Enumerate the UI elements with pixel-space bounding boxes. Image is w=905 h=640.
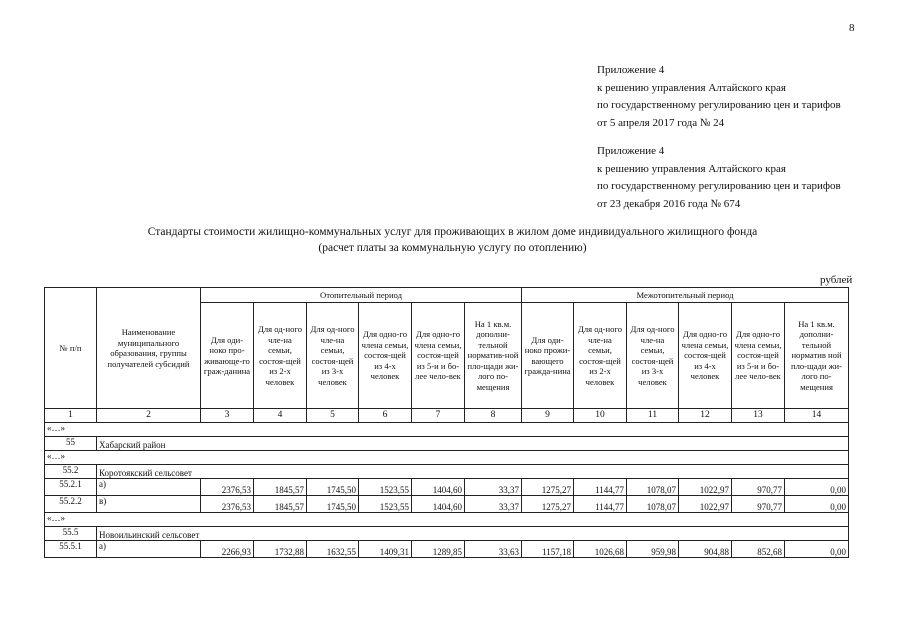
settlement-row bbox=[45, 465, 849, 479]
header-group-row bbox=[45, 288, 849, 303]
value-cell: 1845,57 bbox=[254, 496, 307, 513]
header-heating-per-sqm: На 1 кв.м. дополни-тельной норматив-ной пло-щади жи-лого по-мещения bbox=[465, 303, 522, 409]
value-cell: 1026,68 bbox=[574, 541, 627, 558]
value-cell: 970,77 bbox=[732, 479, 785, 496]
value-cell: 1078,07 bbox=[627, 479, 679, 496]
document-title bbox=[0, 224, 905, 256]
tariff-table bbox=[44, 287, 849, 558]
title-line-1: Стандарты стоимости жилищно-коммунальных услуг для проживающих в жилом доме индивидуального жилищного фонда bbox=[147, 226, 758, 238]
value-cell: 1745,50 bbox=[307, 496, 359, 513]
row-code: 55.2.1 bbox=[45, 479, 97, 496]
approval-stamp-2017 bbox=[597, 62, 897, 132]
district-name: Хабарский район bbox=[97, 437, 849, 451]
stamp-line: от 5 апреля 2017 года № 24 bbox=[597, 116, 725, 129]
stamp-line: к решению управления Алтайского края bbox=[597, 162, 786, 175]
row-label: в) bbox=[97, 496, 201, 513]
settlement-row bbox=[45, 527, 849, 541]
value-cell: 1845,57 bbox=[254, 479, 307, 496]
column-index: 12 bbox=[679, 409, 732, 423]
value-cell: 1275,27 bbox=[522, 496, 574, 513]
header-heating-family-3: Для од-ного чле-на семьи, состоя-щей из 3-х человек bbox=[307, 303, 359, 409]
column-index-row bbox=[45, 409, 849, 423]
value-cell: 33,37 bbox=[465, 496, 522, 513]
value-cell: 1022,97 bbox=[679, 479, 732, 496]
column-index: 13 bbox=[732, 409, 785, 423]
column-index: 14 bbox=[785, 409, 849, 423]
header-interheating-per-sqm: На 1 кв.м. дополни-тельной норматив ной пло-щади жи-лого по-мещения bbox=[785, 303, 849, 409]
header-interheating-period: Межотопительный период bbox=[522, 288, 849, 303]
value-cell: 959,98 bbox=[627, 541, 679, 558]
column-index: 9 bbox=[522, 409, 574, 423]
value-cell: 1078,07 bbox=[627, 496, 679, 513]
value-cell: 970,77 bbox=[732, 496, 785, 513]
header-heating-period: Отопительный период bbox=[201, 288, 522, 303]
header-interheating-family-5: Для одно-го члена семьи, состоя-щей из 5-и и бо-лее чело-век bbox=[732, 303, 785, 409]
ellipsis-marker: «…» bbox=[45, 451, 849, 465]
table-row bbox=[45, 541, 849, 558]
stamp-line: от 23 декабря 2016 года № 674 bbox=[597, 197, 741, 210]
stamp-line: к решению управления Алтайского края bbox=[597, 81, 786, 94]
stamp-line: Приложение 4 bbox=[597, 145, 665, 157]
value-cell: 1732,88 bbox=[254, 541, 307, 558]
ellipsis-marker: «…» bbox=[45, 423, 849, 437]
stamp-line: Приложение 4 bbox=[597, 64, 665, 76]
value-cell: 1289,85 bbox=[412, 541, 465, 558]
header-heating-family-5: Для одно-го члена семьи, состоя-щей из 5-и и бо-лее чело-век bbox=[412, 303, 465, 409]
row-code: 55.5.1 bbox=[45, 541, 97, 558]
settlement-name: Коротоякский сельсовет bbox=[97, 465, 849, 479]
column-index: 5 bbox=[307, 409, 359, 423]
table-row bbox=[45, 479, 849, 496]
value-cell: 1022,97 bbox=[679, 496, 732, 513]
value-cell: 904,88 bbox=[679, 541, 732, 558]
value-cell: 2376,53 bbox=[201, 479, 254, 496]
ellipsis-marker: «…» bbox=[45, 513, 849, 527]
header-heating-single: Для оди-ноко про-живающе-го граж-данина bbox=[201, 303, 254, 409]
row-label: а) bbox=[97, 541, 201, 558]
header-interheating-family-4: Для одно-го члена семьи, состоя-щей из 4-х человек bbox=[679, 303, 732, 409]
value-cell: 1157,18 bbox=[522, 541, 574, 558]
value-cell: 1144,77 bbox=[574, 479, 627, 496]
row-code: 55.2.2 bbox=[45, 496, 97, 513]
column-index: 7 bbox=[412, 409, 465, 423]
header-interheating-single: Для оди-ноко прожи-вающего гражда-нина bbox=[522, 303, 574, 409]
approval-stamp-2016 bbox=[597, 143, 897, 213]
column-index: 1 bbox=[45, 409, 97, 423]
value-cell: 0,00 bbox=[785, 541, 849, 558]
value-cell: 2266,93 bbox=[201, 541, 254, 558]
value-cell: 1523,55 bbox=[359, 496, 412, 513]
row-code: 55 bbox=[45, 437, 97, 451]
column-index: 8 bbox=[465, 409, 522, 423]
value-cell: 33,63 bbox=[465, 541, 522, 558]
header-heating-family-4: Для одно-го члена семьи, состоя-щей из 4-х человек bbox=[359, 303, 412, 409]
page-number: 8 bbox=[849, 22, 855, 34]
column-index: 11 bbox=[627, 409, 679, 423]
header-interheating-family-3: Для од-ного чле-на семьи, состоя-щей из 3-х человек bbox=[627, 303, 679, 409]
value-cell: 0,00 bbox=[785, 479, 849, 496]
header-municipality: Наименование муниципального образования, группы получателей субсидий bbox=[97, 288, 201, 409]
settlement-name: Новоильинский сельсовет bbox=[97, 527, 849, 541]
currency-unit: рублей bbox=[820, 274, 853, 286]
row-code: 55.2 bbox=[45, 465, 97, 479]
value-cell: 1144,77 bbox=[574, 496, 627, 513]
value-cell: 2376,53 bbox=[201, 496, 254, 513]
value-cell: 33,37 bbox=[465, 479, 522, 496]
row-code: 55.5 bbox=[45, 527, 97, 541]
district-row bbox=[45, 437, 849, 451]
value-cell: 1404,60 bbox=[412, 496, 465, 513]
column-index: 6 bbox=[359, 409, 412, 423]
value-cell: 0,00 bbox=[785, 496, 849, 513]
title-line-2: (расчет платы за коммунальную услугу по отоплению) bbox=[318, 242, 587, 254]
ellipsis-row bbox=[45, 451, 849, 465]
value-cell: 1404,60 bbox=[412, 479, 465, 496]
stamp-line: по государственному регулированию цен и тарифов bbox=[597, 180, 841, 192]
column-index: 3 bbox=[201, 409, 254, 423]
table-row bbox=[45, 496, 849, 513]
row-label: а) bbox=[97, 479, 201, 496]
value-cell: 852,68 bbox=[732, 541, 785, 558]
value-cell: 1745,50 bbox=[307, 479, 359, 496]
value-cell: 1409,31 bbox=[359, 541, 412, 558]
ellipsis-row bbox=[45, 513, 849, 527]
value-cell: 1523,55 bbox=[359, 479, 412, 496]
column-index: 4 bbox=[254, 409, 307, 423]
value-cell: 1275,27 bbox=[522, 479, 574, 496]
ellipsis-row bbox=[45, 423, 849, 437]
stamp-line: по государственному регулированию цен и тарифов bbox=[597, 99, 841, 111]
value-cell: 1632,55 bbox=[307, 541, 359, 558]
header-heating-family-2: Для од-ного чле-на семьи, состоя-щей из 2-х человек bbox=[254, 303, 307, 409]
header-interheating-family-2: Для од-ного чле-на семьи, состоя-щей из 2-х человек bbox=[574, 303, 627, 409]
header-row-number: № п/п bbox=[45, 288, 97, 409]
column-index: 2 bbox=[97, 409, 201, 423]
column-index: 10 bbox=[574, 409, 627, 423]
table-body bbox=[45, 288, 849, 558]
